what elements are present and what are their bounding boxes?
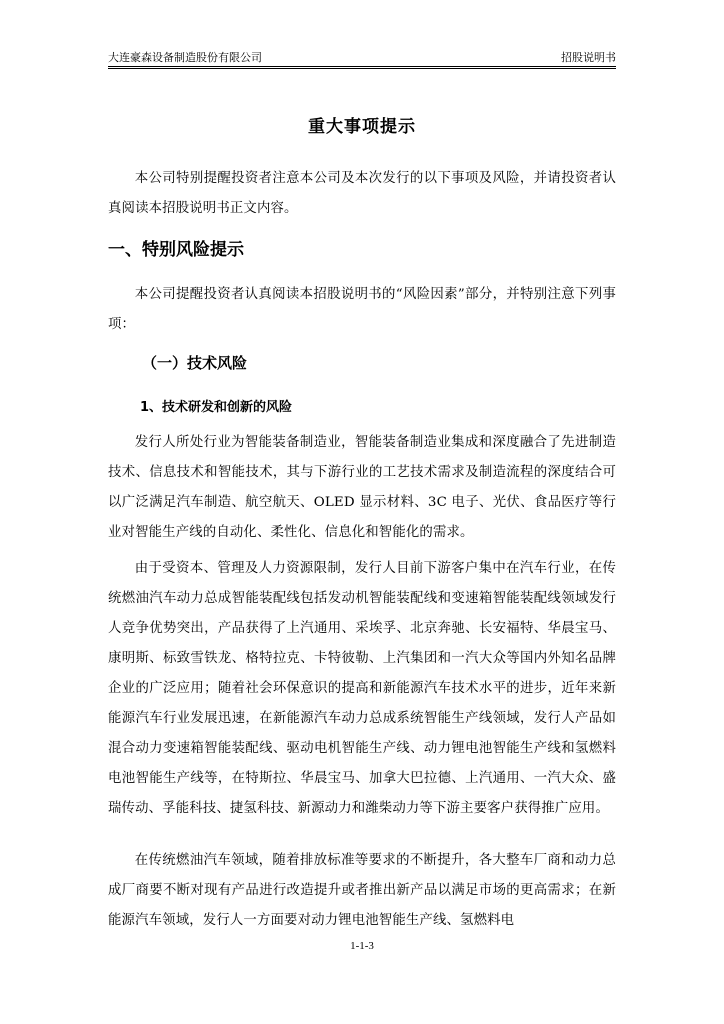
subsection-heading: （一）技术风险 (142, 354, 248, 372)
item-heading: 1、技术研发和创新的风险 (140, 400, 293, 415)
intro-paragraph: 本公司特别提醒投资者注意本公司及本次发行的以下事项及风险，并请投资者认真阅读本招股说明书正文内容。 (108, 171, 616, 216)
header-document-type: 招股说明书 (561, 51, 616, 64)
risk-intro-paragraph: 本公司提醒投资者认真阅读本招股说明书的“风险因素”部分，并特别注意下列事项： (108, 287, 616, 332)
page-number: 1-1-3 (350, 940, 374, 952)
page-header (108, 50, 616, 66)
body-paragraph: 发行人所处行业为智能装备制造业，智能装备制造业集成和深度融合了先进制造技术、信息技术和智能技术，其与下游行业的工艺技术需求及制造流程的深度结合可以广泛满足汽车制造、航空航天、OLED 显示材料、3C 电子、光伏、食品医疗等行业对智能生产线的自动化、柔性化、信息化和智能化的需求。 (108, 435, 616, 540)
header-rule-secondary (108, 68, 616, 69)
body-paragraph: 在传统燃油汽车领域，随着排放标准等要求的不断提升，各大整车厂商和动力总成厂商要不断对现有产品进行改造提升或者推出新产品以满足市场的更高需求；在新能源汽车领域，发行人一方面要对动力锂电池智能生产线、氢燃料电 (108, 853, 616, 928)
header-company-name: 大连豪森设备制造股份有限公司 (108, 51, 262, 64)
page-title: 重大事项提示 (308, 117, 416, 137)
body-paragraph: 由于受资本、管理及人力资源限制，发行人目前下游客户集中在汽车行业，在传统燃油汽车动力总成智能装配线包括发动机智能装配线和变速箱智能装配线领域发行人竞争优势突出，产品获得了上汽通用、采埃孚、北京奔驰、长安福特、华晨宝马、康明斯、标致雪铁龙、格特拉克、卡特彼勒、上汽集团和一汽大众等国内外知名品牌企业的广泛应用；随着社会环保意识的提高和新能源汽车技术水平的进步，近年来新能源汽车行业发展迅速，在新能源汽车动力总成系统智能生产线领域，发行人产品如混合动力变速箱智能装配线、驱动电机智能生产线、动力锂电池智能生产线和氢燃料电池智能生产线等，在特斯拉、华晨宝马、加拿大巴拉德、上汽通用、一汽大众、盛瑞传动、孚能科技、捷氢科技、新源动力和潍柴动力等下游主要客户获得推广应用。 (108, 561, 616, 816)
header-rule (108, 66, 616, 67)
section-heading: 一、特别风险提示 (108, 240, 244, 260)
